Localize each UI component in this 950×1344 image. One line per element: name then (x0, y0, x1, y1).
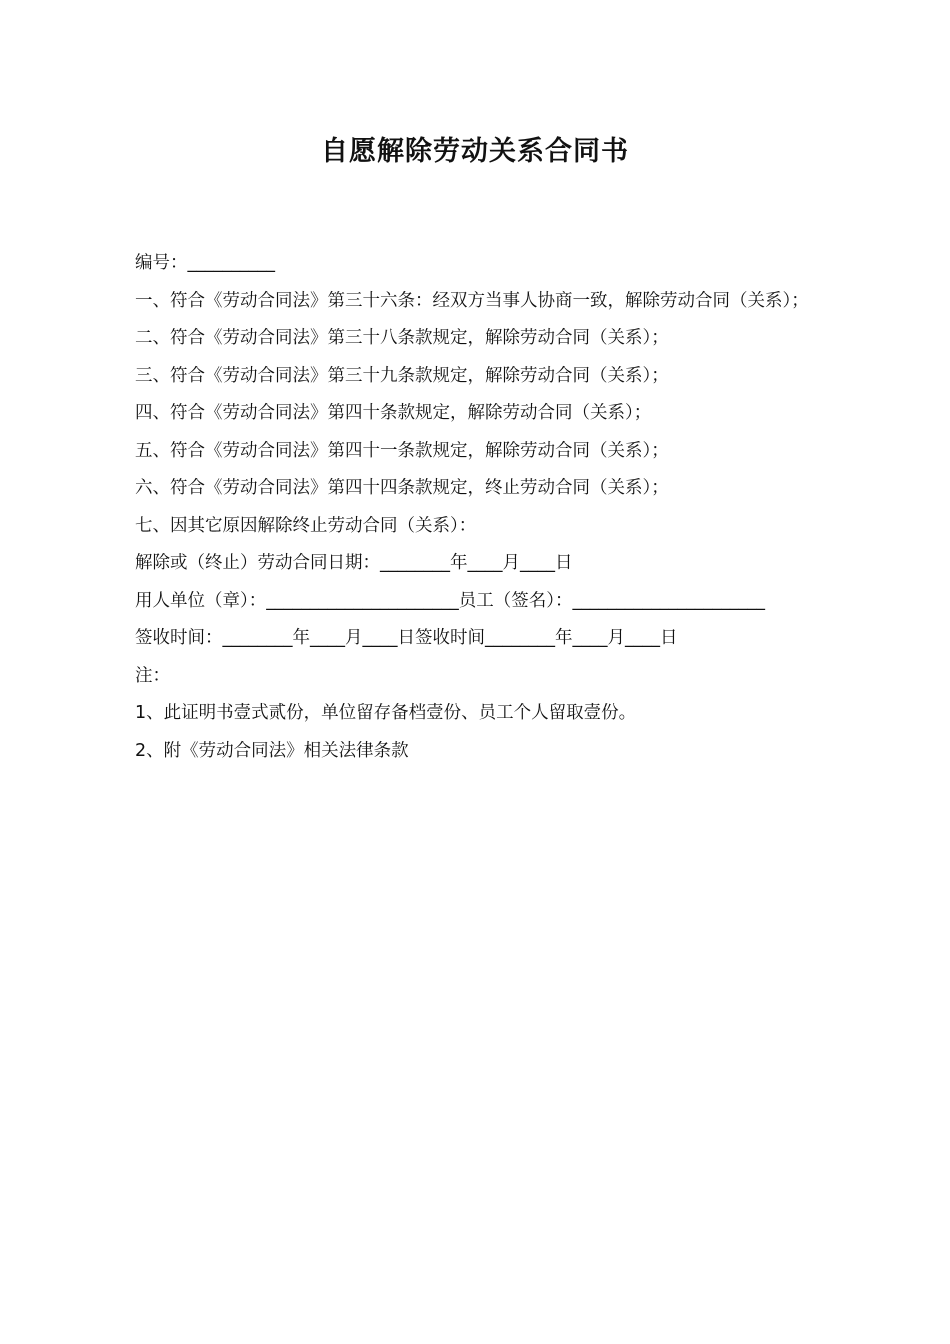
clause-4: 四、符合《劳动合同法》第四十条款规定，解除劳动合同（关系）； (135, 403, 652, 423)
note-label: 注： (135, 665, 170, 686)
clause-7: 七、因其它原因解除终止劳动合同（关系）： (135, 515, 477, 536)
clause-5: 五、符合《劳动合同法》第四十一条款规定，解除劳动合同（关系）； (135, 440, 669, 461)
clause-1: 一、符合《劳动合同法》第三十六条：经双方当事人协商一致，解除劳动合同（关系）； (135, 290, 809, 311)
document-body (115, 245, 855, 770)
clause-2: 二、符合《劳动合同法》第三十八条款规定，解除劳动合同（关系）； (135, 328, 669, 348)
receipt-time-line: 签收时间：________年____月____日签收时间________年____月____日 (135, 628, 678, 648)
clause-6: 六、符合《劳动合同法》第四十四条款规定，终止劳动合同（关系）； (135, 478, 669, 498)
termination-date-line: 解除或（终止）劳动合同日期：________年____月____日 (135, 553, 573, 573)
signature-line: 用人单位（章）：______________________员工（签名）：______________________ (135, 590, 765, 611)
document-title: 自愿解除劳动关系合同书 (321, 136, 629, 167)
note-1: 1、此证明书壹式贰份，单位留存备档壹份、员工个人留取壹份。 (135, 703, 637, 723)
note-2: 2、附《劳动合同法》相关法律条款 (135, 740, 409, 761)
clause-3: 三、符合《劳动合同法》第三十九条款规定，解除劳动合同（关系）； (135, 365, 669, 386)
number-line: 编号：__________ (135, 253, 275, 273)
